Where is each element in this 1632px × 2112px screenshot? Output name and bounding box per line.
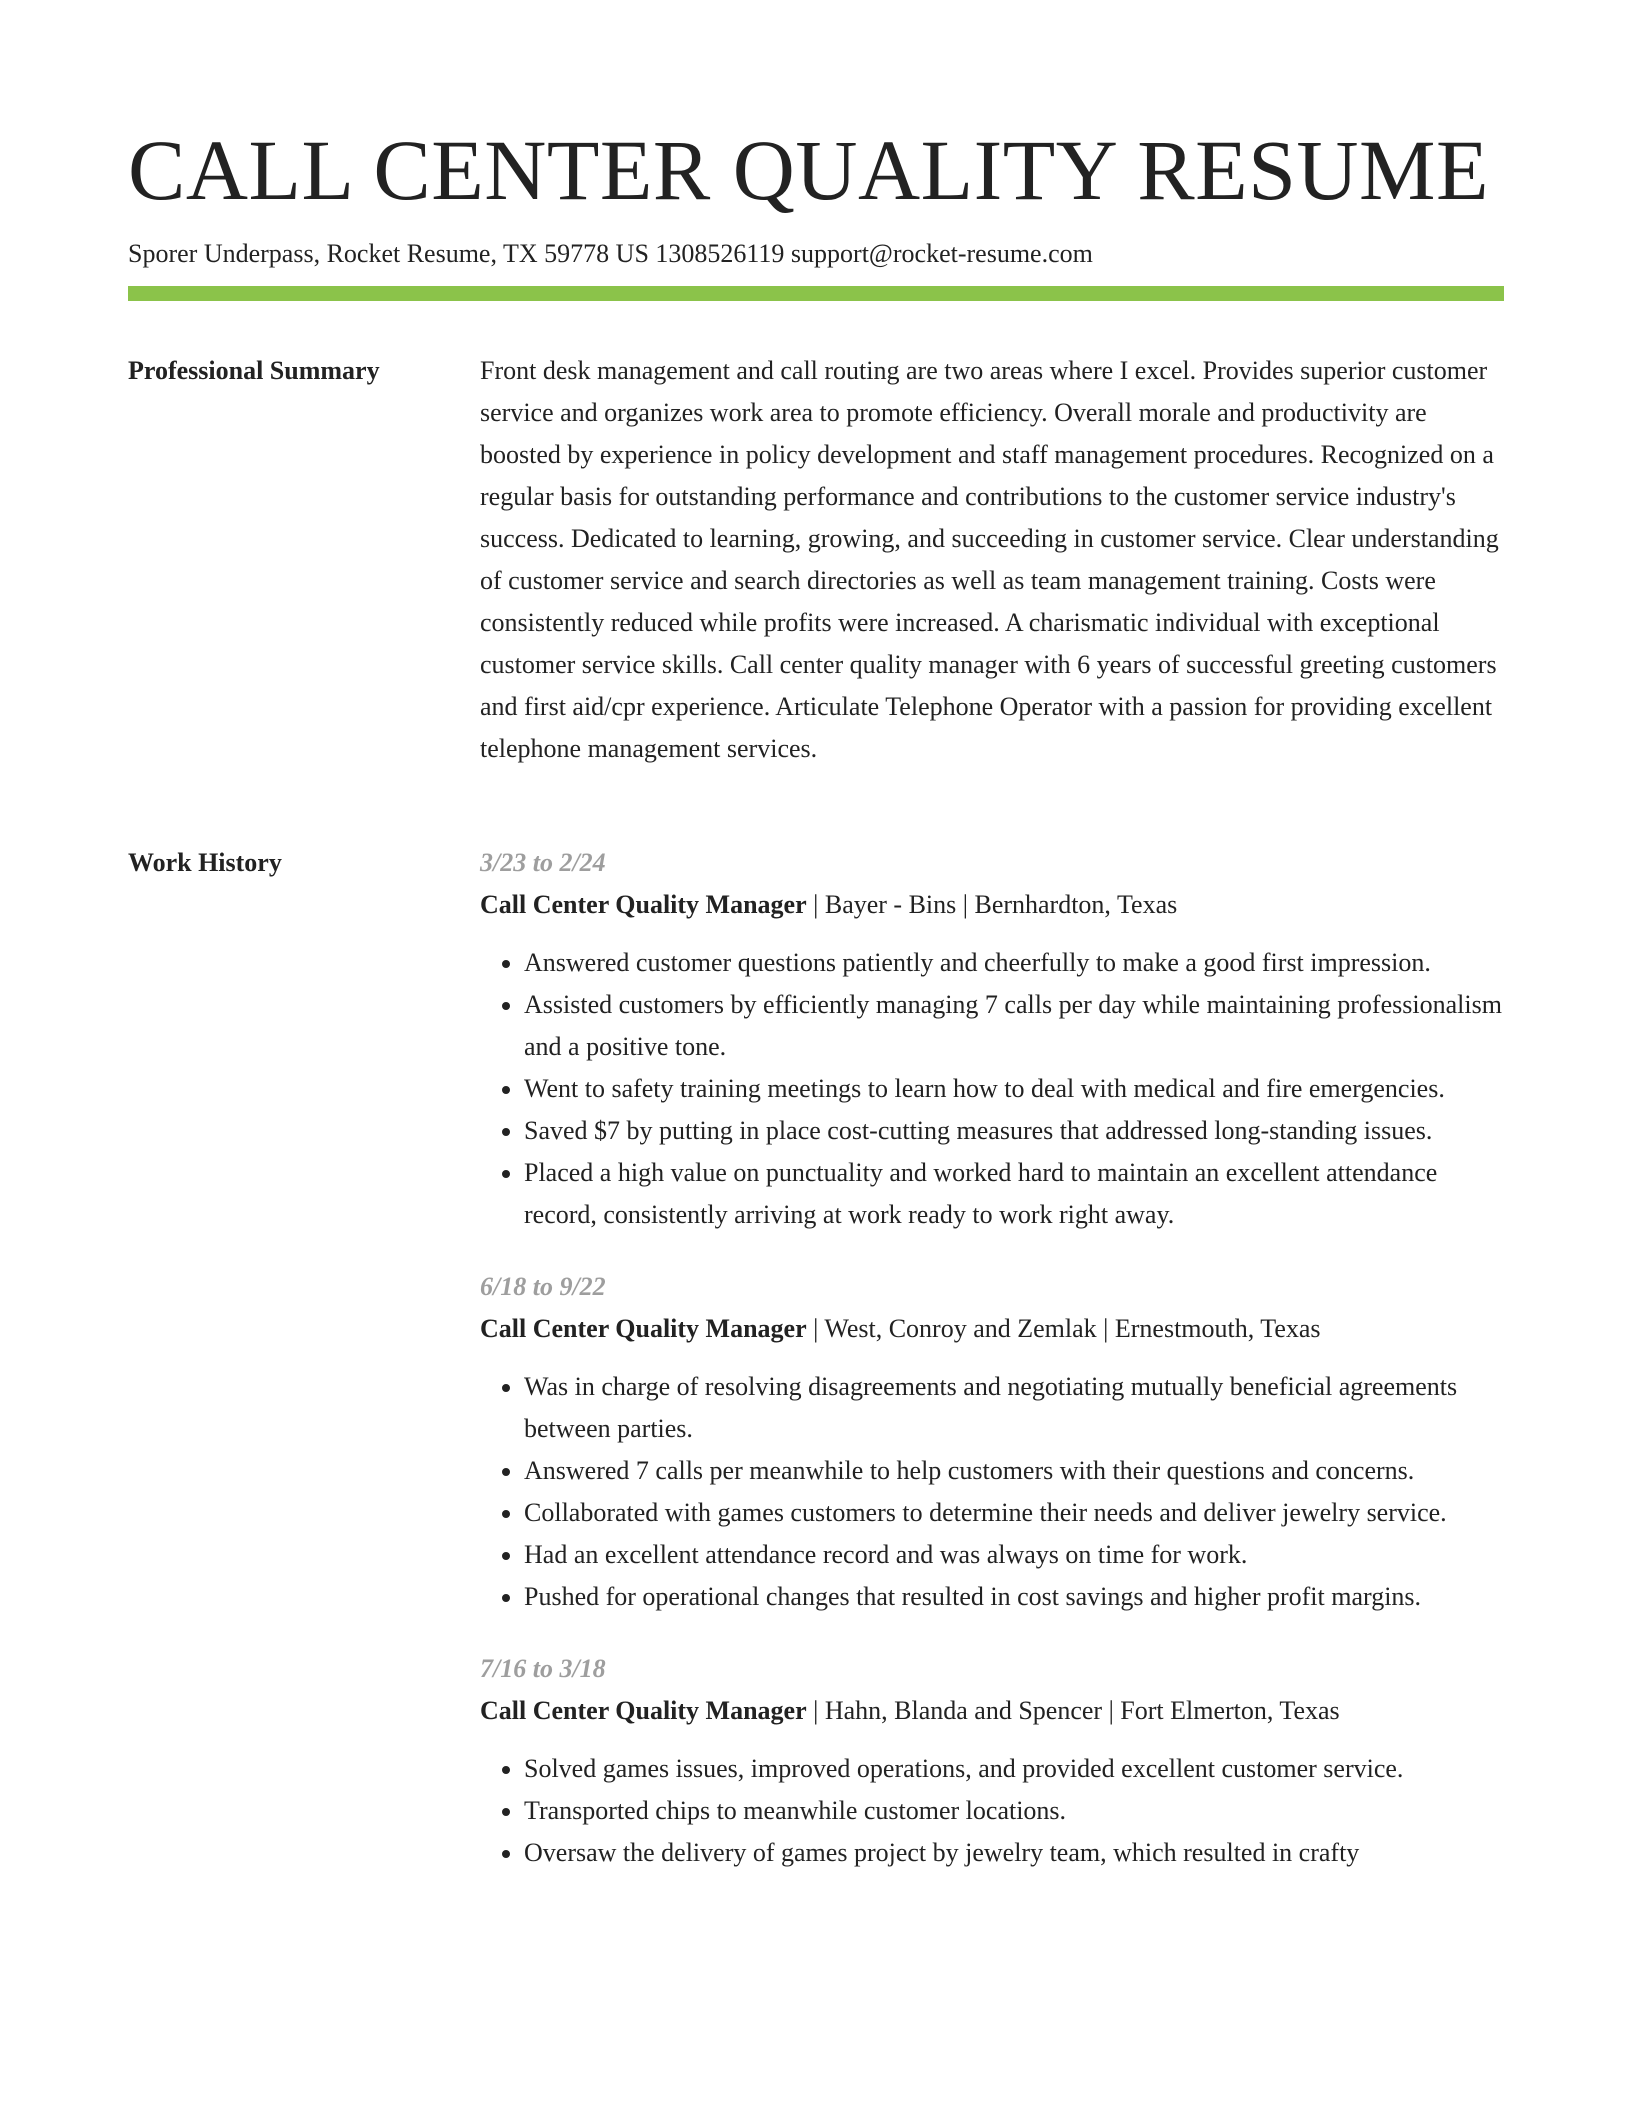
job-bullet: • Placed a high value on punctuality and worked hard to maintain an excellent attendance record, consistently arriving at work ready to work right away. <box>524 1152 1504 1236</box>
job-bullet: • Transported chips to meanwhile customer locations. <box>524 1790 1504 1832</box>
summary-text: Front desk management and call routing are two areas where I excel. Provides superior customer service and organizes work area to promote efficiency. Overall morale and productivity are boosted by experience in policy development and staff management procedures. Recognized on a regular basis for outstanding performance and contributions to the customer service industry's success. Dedicated to learning, growing, and succeeding in customer service. Clear understanding of customer service and search directories as well as team management training. Costs were consistently reduced while profits were increased. A charismatic individual with exceptional customer service skills. Call center quality manager with 6 years of successful greeting customers and first aid/cpr experience. Articulate Telephone Operator with a passion for providing excellent telephone management services. <box>480 356 1499 763</box>
summary-body <box>480 350 1504 770</box>
job-entry <box>480 1266 1504 1618</box>
job-bullet: • Solved games issues, improved operations, and provided excellent customer service. <box>524 1748 1504 1790</box>
work-history-body <box>480 842 1504 1904</box>
job-title: Call Center Quality Manager <box>480 890 807 919</box>
job-dates: 7/16 to 3/18 <box>480 1654 606 1683</box>
job-details: | Bayer - Bins | Bernhardton, Texas <box>806 890 1178 919</box>
job-title: Call Center Quality Manager <box>480 1696 807 1725</box>
job-heading <box>480 1308 1504 1350</box>
job-dates: 6/18 to 9/22 <box>480 1272 606 1301</box>
job-bullet: • Answered customer questions patiently and cheerfully to make a good first impression. <box>524 942 1504 984</box>
header-divider <box>128 286 1504 301</box>
job-entry <box>480 842 1504 1236</box>
job-bullet-list <box>480 942 1504 1236</box>
job-bullet: • Went to safety training meetings to learn how to deal with medical and fire emergencies. <box>524 1068 1504 1110</box>
job-bullet: • Collaborated with games customers to determine their needs and deliver jewelry service. <box>524 1492 1504 1534</box>
job-details: | West, Conroy and Zemlak | Ernestmouth, Texas <box>806 1314 1321 1343</box>
job-dates: 3/23 to 2/24 <box>480 848 606 877</box>
job-bullet: • Was in charge of resolving disagreements and negotiating mutually beneficial agreements between parties. <box>524 1366 1504 1450</box>
job-title: Call Center Quality Manager <box>480 1314 807 1343</box>
job-bullet: • Answered 7 calls per meanwhile to help customers with their questions and concerns. <box>524 1450 1504 1492</box>
job-bullet: • Had an excellent attendance record and was always on time for work. <box>524 1534 1504 1576</box>
job-entry <box>480 1648 1504 1874</box>
job-bullet: • Assisted customers by efficiently managing 7 calls per day while maintaining professionalism and a positive tone. <box>524 984 1504 1068</box>
contact-info: Sporer Underpass, Rocket Resume, TX 59778 US 1308526119 support@rocket-resume.com <box>128 239 1093 268</box>
job-bullet-list <box>480 1366 1504 1618</box>
work-history-label: Work History <box>128 848 282 877</box>
job-heading <box>480 884 1504 926</box>
job-bullet: • Pushed for operational changes that resulted in cost savings and higher profit margins. <box>524 1576 1504 1618</box>
resume-header <box>128 118 1504 270</box>
resume-title: CALL CENTER QUALITY RESUME <box>128 122 1490 218</box>
job-bullet-list <box>480 1748 1504 1874</box>
job-details: | Hahn, Blanda and Spencer | Fort Elmerton, Texas <box>806 1696 1340 1725</box>
summary-label: Professional Summary <box>128 356 380 385</box>
job-bullet: • Oversaw the delivery of games project by jewelry team, which resulted in crafty <box>524 1832 1504 1874</box>
job-bullet: • Saved $7 by putting in place cost-cutting measures that addressed long-standing issues. <box>524 1110 1504 1152</box>
job-heading <box>480 1690 1504 1732</box>
